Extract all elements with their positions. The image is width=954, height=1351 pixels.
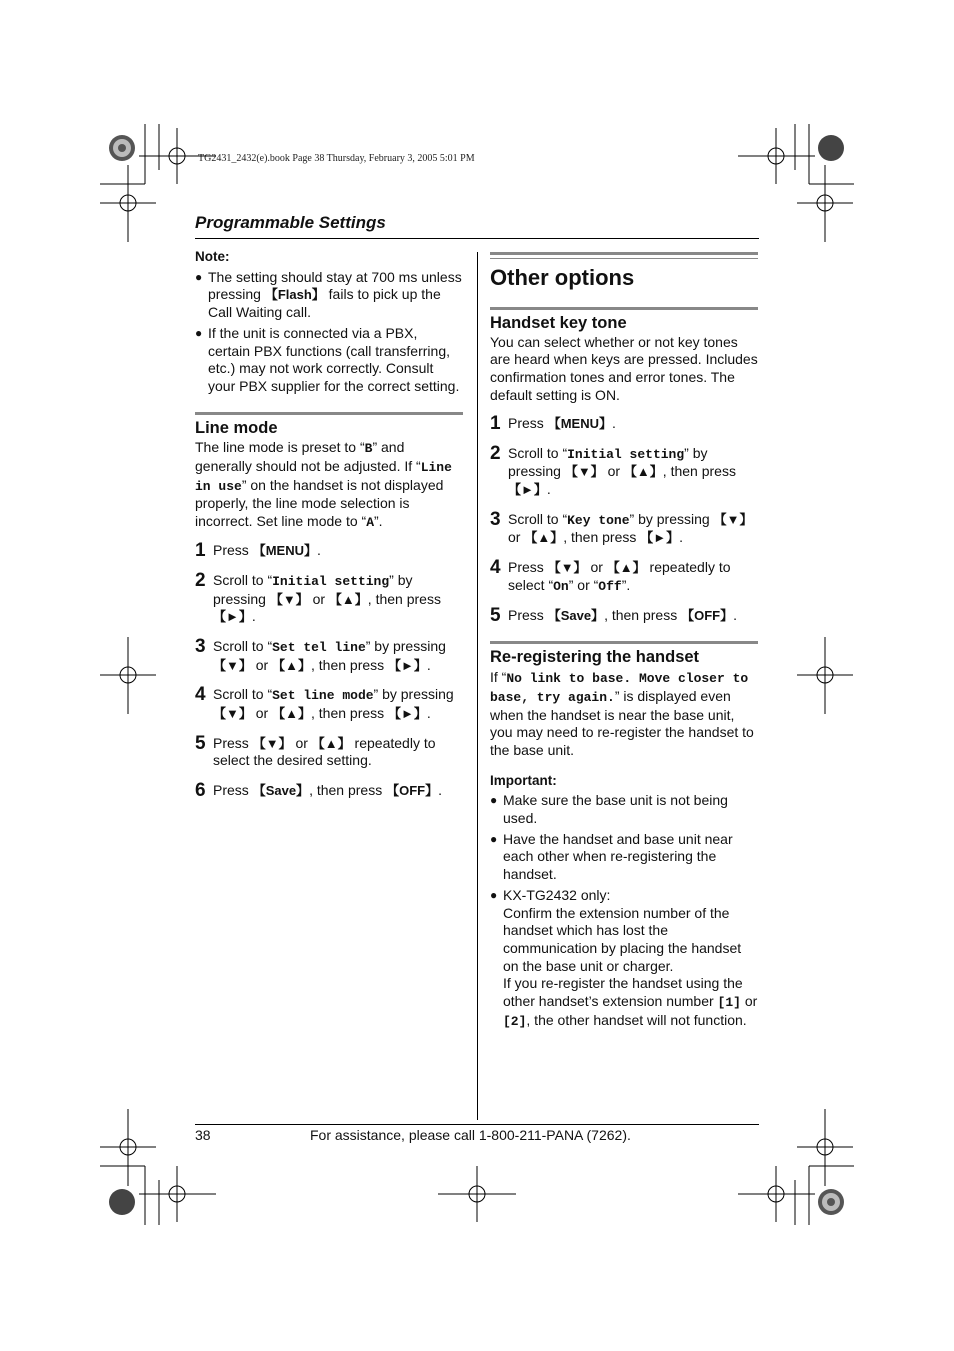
key-tone-step: 1 Press 【MENU】.	[490, 412, 616, 434]
bullet-icon: ●	[195, 325, 203, 340]
line-mode-step: 3 Scroll to “Set tel line” by pressing 【▼】 or 【▲】, then press 【►】.	[195, 635, 446, 673]
line-mode-step: 5 Press 【▼】 or 【▲】 repeatedly to select the desired setting.	[195, 732, 436, 769]
line-mode-step: 4 Scroll to “Set line mode” by pressing 【▼】 or 【▲】, then press 【►】.	[195, 684, 454, 722]
line-mode-step: 2 Scroll to “Initial setting” by pressing 【▼】 or 【▲】, then press 【►】.	[195, 569, 441, 625]
note-label: Note:	[195, 249, 230, 264]
flash-key: 【Flash】	[264, 287, 325, 303]
line-mode-intro: The line mode is preset to “B” and generally should not be adjusted. If “Line in use” on the handset is not displayed properly, the line mode selection is incorrect. Set line mode to “A”.	[195, 439, 452, 531]
important-item: ● Make sure the base unit is not being used.	[490, 792, 728, 827]
crosshair-icon	[100, 128, 853, 1222]
important-item: ● KX-TG2432 only: Confirm the extension number of the handset which has lost the communication by placing the handset on the base unit or charger. If you re-register the handset using the other handset’s extension number [1] or [2], the other handset will not function.	[490, 886, 758, 1029]
note-item: ● The setting should stay at 700 ms unless pressing 【Flash】 fails to pick up the Call Waiting call.	[195, 268, 462, 321]
key-tone-step: 2 Scroll to “Initial setting” by pressing 【▼】 or 【▲】, then press 【►】.	[490, 442, 736, 497]
bullet-icon: ●	[490, 793, 498, 808]
bullet-icon: ●	[195, 269, 203, 284]
bullet-icon: ●	[490, 831, 498, 846]
note-item: ● If the unit is connected via a PBX, certain PBX functions (call transferring, etc.) may not work correctly. Consult your PBX supplier for the correct setting.	[195, 324, 460, 394]
line-mode-step: 1 Press 【MENU】.	[195, 539, 321, 561]
line-mode-step: 6 Press 【Save】, then press 【OFF】.	[195, 780, 442, 802]
section-title: Programmable Settings	[195, 213, 386, 232]
key-tone-step: 3 Scroll to “Key tone” by pressing 【▼】 or 【▲】, then press 【►】.	[490, 508, 753, 546]
key-tone-step: 5 Press 【Save】, then press 【OFF】.	[490, 605, 737, 627]
important-item: ● Have the handset and base unit near each other when re-registering the handset.	[490, 830, 733, 883]
file-header: TG2431_2432(e).book Page 38 Thursday, February 3, 2005 5:01 PM	[198, 153, 475, 164]
line-mode-heading: Line mode	[195, 418, 278, 437]
key-tone-step: 4 Press 【▼】 or 【▲】 repeatedly to select “On” or “Off”.	[490, 557, 731, 594]
reregister-intro: If “No link to base. Move closer to base, try again.” is displayed even when the handset is near the base unit, you may need to re-register the handset to the base unit.	[490, 669, 754, 758]
key-tone-heading: Handset key tone	[490, 314, 627, 332]
bullet-icon: ●	[490, 887, 498, 902]
page-number: 38	[195, 1127, 211, 1143]
reregister-heading: Re-registering the handset	[490, 648, 700, 667]
important-label: Important:	[490, 772, 557, 788]
page-title: Other options	[490, 265, 635, 290]
assistance-line: For assistance, please call 1-800-211-PANA (7262).	[310, 1127, 631, 1143]
registration-target-icon	[109, 135, 844, 1215]
key-tone-intro: You can select whether or not key tones are heard when keys are pressed. Includes confirmation tones and error tones. The default setting is ON.	[490, 333, 758, 403]
